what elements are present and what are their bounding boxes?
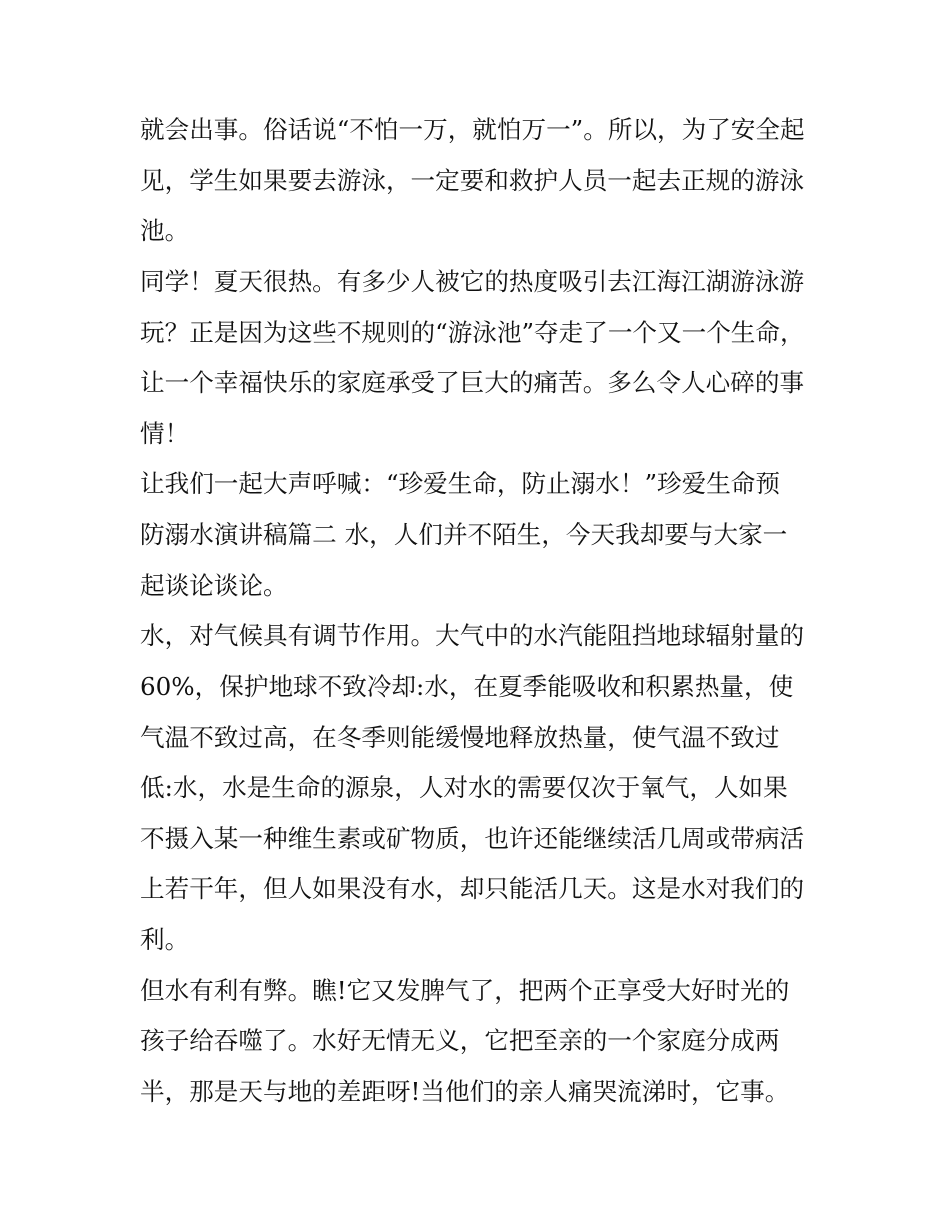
text-line: 60%，保护地球不致冷却:水，在夏季能吸收和积累热量，使 — [140, 671, 794, 701]
text-line: 防溺水演讲稿篇二 水，人们并不陌生，今天我却要与大家一 — [140, 520, 788, 549]
document-page — [140, 105, 840, 1118]
text-line: 起谈论谈论。 — [140, 570, 288, 600]
text-line: 见，学生如果要去游泳，一定要和救护人员一起去正规的游泳 — [140, 165, 805, 195]
text-line: 玩？正是因为这些不规则的“游泳池”夺走了一个又一个生命， — [140, 317, 805, 347]
text-line: 就会出事。俗话说“不怕一万，就怕万一”。所以，为了安全起 — [140, 115, 805, 144]
text-line: 气温不致过高，在冬季则能缓慢地释放热量，使气温不致过 — [140, 722, 780, 752]
text-line: 不摄入某一种维生素或矿物质，也许还能继续活几周或带病活 — [140, 823, 805, 853]
text-line: 水，对气候具有调节作用。大气中的水汽能阻挡地球辐射量的 — [140, 621, 805, 651]
text-line: 让一个幸福快乐的家庭承受了巨大的痛苦。多么令人心碎的事 — [140, 368, 805, 398]
text-line: 上若干年，但人如果没有水，却只能活几天。这是水对我们的 — [140, 874, 805, 904]
text-line: 低:水，水是生命的源泉，人对水的需要仅次于氧气，人如果 — [140, 773, 788, 803]
text-line: 池。 — [140, 216, 190, 246]
text-line: 半，那是天与地的差距呀!当他们的亲人痛哭流涕时，它事。 — [140, 1076, 790, 1106]
text-line: 同学！夏天很热。有多少人被它的热度吸引去江海江湖游泳游 — [140, 266, 805, 296]
text-line: 利。 — [140, 925, 190, 954]
text-line: 情！ — [140, 418, 190, 448]
text-line: 但水有利有弊。瞧!它又发脾气了，把两个正享受大好时光的 — [140, 975, 790, 1005]
text-line: 让我们一起大声呼喊：“珍爱生命，防止溺水！”珍爱生命预 — [140, 469, 780, 499]
text-line: 孩子给吞噬了。水好无情无义，它把至亲的一个家庭分成两 — [140, 1026, 780, 1056]
